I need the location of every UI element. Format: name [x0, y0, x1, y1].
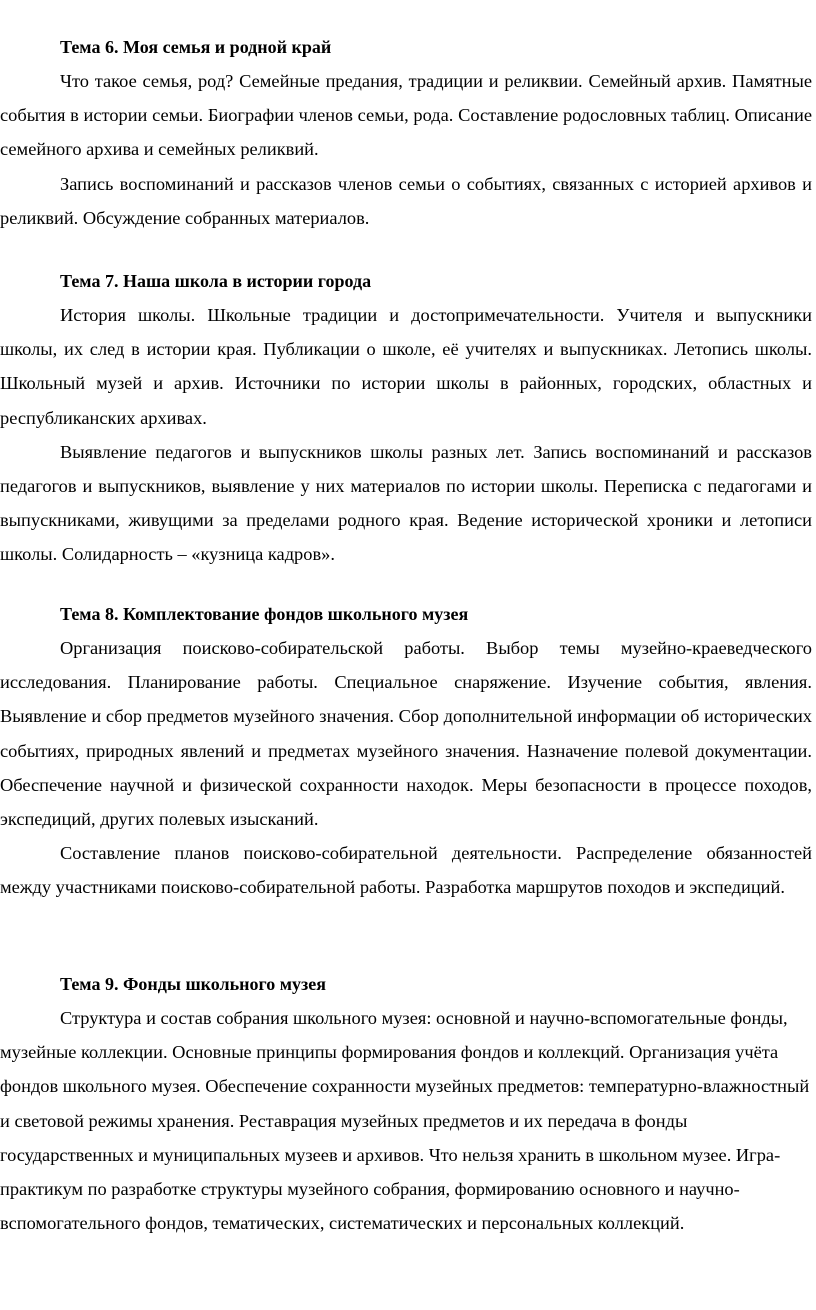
section-theme-9 — [0, 967, 812, 1240]
section-heading: Тема 9. Фонды школьного музея — [60, 974, 326, 994]
section-paragraph: Что такое семья, род? Семейные предания, традиции и реликвии. Семейный архив. Памятные события в истории семьи. Биографии членов семьи, рода. Составление родословных таблиц. Описание семейного архива и семейных реликвий. — [0, 71, 812, 160]
section-paragraph: Организация поисково-собирательской работы. Выбор темы музейно-краеведческого исследования. Планирование работы. Специальное снаряжение. Изучение события, явления. Выявление и сбор предметов музейного значения. Сбор дополнительной информации об исторических событиях, природных явлений и предметах музейного значения. Назначение полевой документации. Обеспечение научной и физической сохранности находок. Меры безопасности в процессе походов, экспедиций, других полевых изысканий. — [0, 638, 812, 830]
section-heading: Тема 7. Наша школа в истории города — [60, 271, 372, 291]
section-paragraph: Составление планов поисково-собирательной деятельности. Распределение обязанностей между участниками поисково-собирательной работы. Разработка маршрутов походов и экспедиций. — [0, 843, 812, 898]
section-paragraph: Запись воспоминаний и рассказов членов семьи о событиях, связанных с историей архивов и реликвий. Обсуждение собранных материалов. — [0, 173, 812, 228]
section-theme-7 — [0, 264, 812, 572]
section-heading: Тема 8. Комплектование фондов школьного музея — [60, 604, 469, 624]
section-paragraph: История школы. Школьные традиции и достопримечательности. Учителя и выпускники школы, их след в истории края. Публикации о школе, её учителях и выпускниках. Летопись школы. Школьный музей и архив. Источники по истории школы в районных, городских, областных и республиканских архивах. — [0, 305, 812, 428]
section-paragraph: Структура и состав собрания школьного музея: основной и научно-вспомогательные фонды, музейные коллекции. Основные принципы формирования фондов и коллекций. Организация учёта фондов школьного музея. Обеспечение сохранности музейных предметов: температурно-влажностный и световой режимы хранения. Реставрация музейных предметов и их передача в фонды государственных и муниципальных музеев и архивов. Что нельзя хранить в школьном музее. Игра-практикум по разработке структуры музейного собрания, формированию основного и научно-вспомогательного фондов, тематических, систематических и персональных коллекций. — [0, 1008, 810, 1234]
section-paragraph: Выявление педагогов и выпускников школы разных лет. Запись воспоминаний и рассказов педагогов и выпускников, выявление у них материалов по истории школы. Переписка с педагогами и выпускниками, живущими за пределами родного края. Ведение исторической хроники и летописи школы. Солидарность – «кузница кадров». — [0, 441, 812, 565]
section-theme-8 — [0, 597, 812, 905]
section-heading: Тема 6. Моя семья и родной край — [60, 37, 332, 57]
section-theme-6 — [0, 30, 812, 235]
